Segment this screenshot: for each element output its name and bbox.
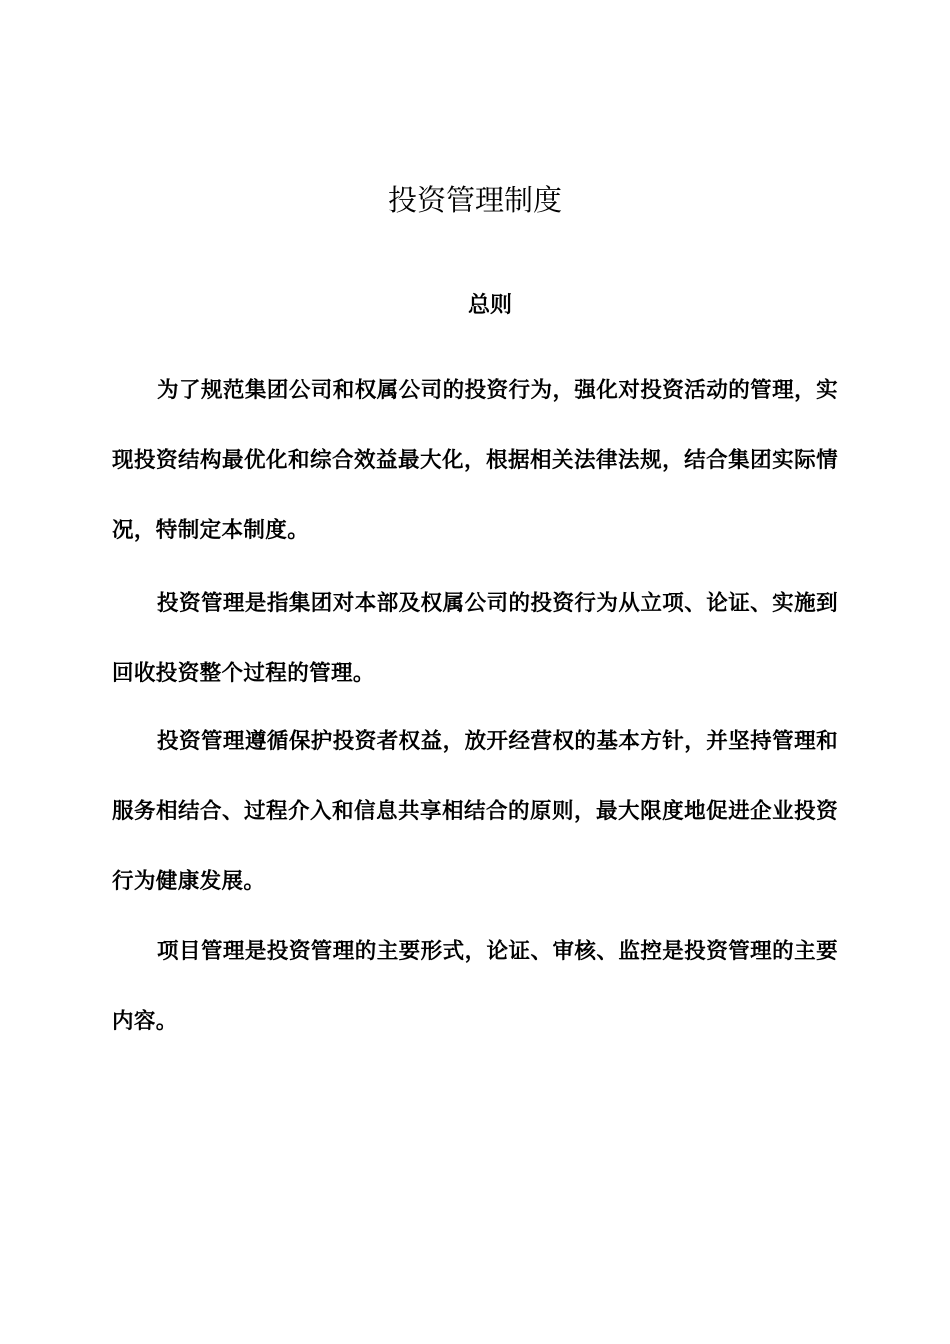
- section-heading: 总则: [467, 293, 512, 318]
- paragraph-project-management: 项目管理是投资管理的主要形式，论证、审核、监控是投资管理的主要内容。: [112, 939, 838, 1034]
- paragraph-principles: 投资管理遵循保护投资者权益，放开经营权的基本方针，并坚持管理和服务相结合、过程介入和信息共享相结合的原则，最大限度地促进企业投资行为健康发展。: [112, 729, 838, 894]
- paragraph-definition: 投资管理是指集团对本部及权属公司的投资行为从立项、论证、实施到回收投资整个过程的管理。: [112, 591, 838, 686]
- document-title: 投资管理制度: [387, 183, 562, 217]
- paragraph-purpose: 为了规范集团公司和权属公司的投资行为，强化对投资活动的管理，实现投资结构最优化和综合效益最大化，根据相关法律法规，结合集团实际情况，特制定本制度。: [112, 378, 838, 543]
